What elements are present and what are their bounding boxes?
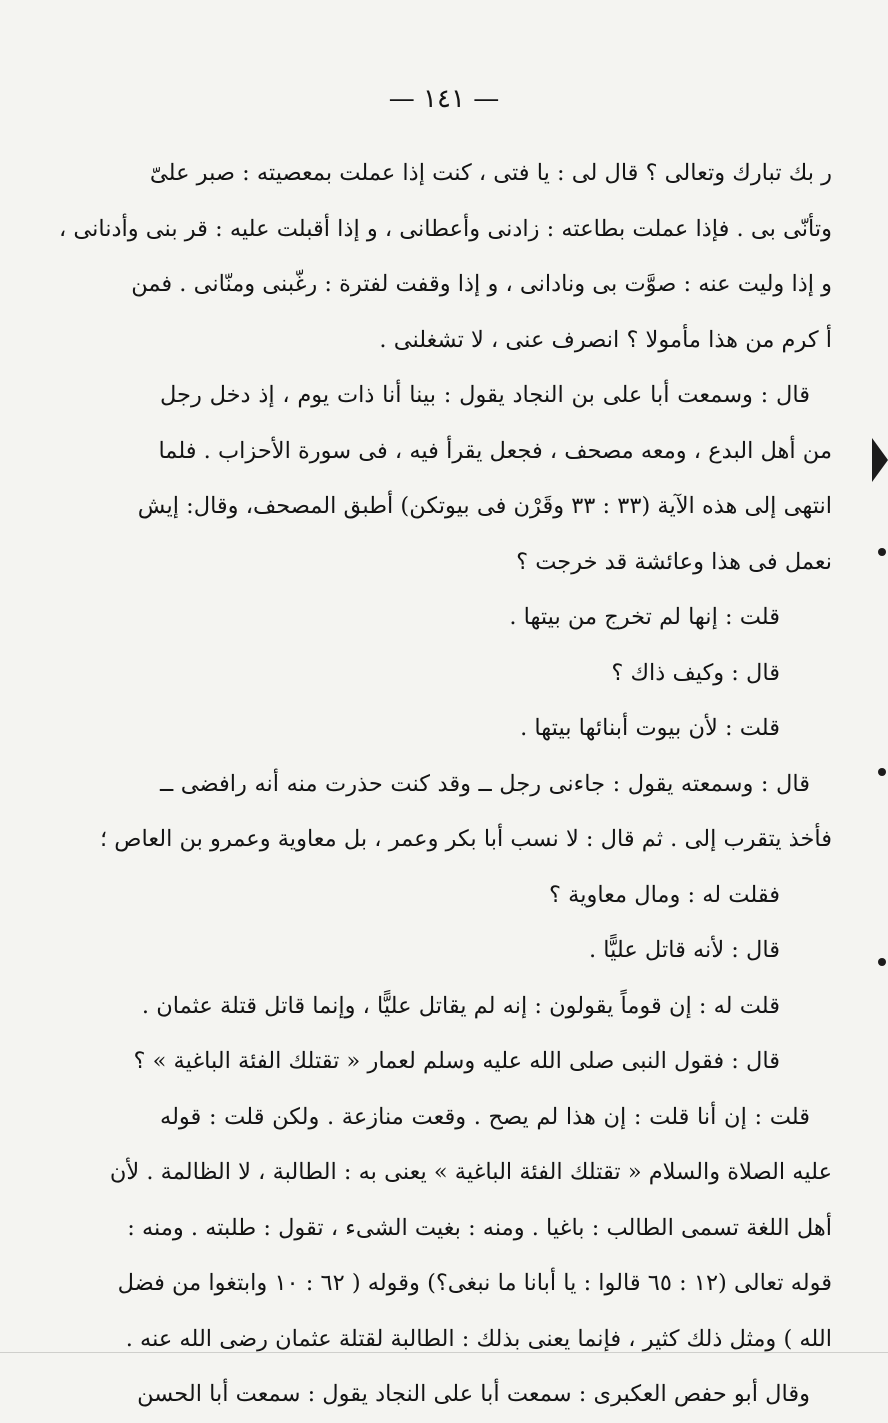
text-line: قال : وسمعته يقول : جاءنى رجل ــ وقد كنت حذرت منه أنه رافضى ــ (160, 770, 810, 797)
page-edge (0, 1352, 888, 1353)
text-line: و إذا وليت عنه : صوَّت بى ونادانى ، و إذا وقفت لفترة : رغّبنى ومنّانى . فمن (131, 271, 832, 297)
binding-dot (878, 958, 886, 966)
text-line: فقلت له : ومال معاوية ؟ (549, 881, 780, 908)
text-line: قال : لأنه قاتل عليًّا . (588, 937, 780, 963)
text-line: قلت : إنها لم تخرج من بيتها . (509, 604, 780, 630)
binding-dot (878, 548, 886, 556)
page-number: — ١٤١ — (388, 84, 500, 114)
text-line: عليه الصلاة والسلام « تقتلك الفئة الباغية » يعنى به : الطالبة ، لا الظالمة . لأن (109, 1159, 832, 1185)
text-line: ر بك تبارك وتعالى ؟ قال لى : يا فتى ، كنت إذا عملت بمعصيته : صبر علىّ (149, 160, 832, 186)
text-line: نعمل فى هذا وعائشة قد خرجت ؟ (516, 548, 832, 575)
binding-mark (872, 438, 888, 482)
text-line: قال : فقول النبى صلى الله عليه وسلم لعمار « تقتلك الفئة الباغية » ؟ (133, 1048, 780, 1074)
body-text (58, 146, 832, 1423)
text-line: من أهل البدع ، ومعه مصحف ، فجعل يقرأ فيه ، فى سورة الأحزاب . فلما (158, 437, 832, 464)
binding-dot (878, 768, 886, 776)
text-line: قلت : إن أنا قلت : إن هذا لم يصح . وقعت منازعة . ولكن قلت : قوله (160, 1103, 810, 1130)
text-line: وقال أبو حفص العكبرى : سمعت أبا على النجاد يقول : سمعت أبا الحسن (137, 1381, 810, 1407)
text-line: قال : وكيف ذاك ؟ (611, 659, 780, 686)
text-line: أهل اللغة تسمى الطالب : باغيا . ومنه : بغيت الشىء ، تقول : طلبته . ومنه : (127, 1214, 832, 1241)
text-line: الله ) ومثل ذلك كثير ، فإنما يعنى بذلك : الطالبة لقتلة عثمان رضى الله عنه . (125, 1325, 832, 1352)
text-line: أ كرم من هذا مأمولا ؟ انصرف عنى ، لا تشغلنى . (379, 326, 832, 353)
text-line: قلت : لأن بيوت أبنائها بيتها . (520, 715, 780, 741)
text-line: وتأنّى بى . فإذا عملت بطاعته : زادنى وأعطانى ، و إذا أقبلت عليه : قر بنى وأدنانى ، (58, 215, 832, 242)
text-line: قوله تعالى (١٢ : ٦٥ قالوا : يا أبانا ما نبغى؟) وقوله ( ٦٢ : ١٠ وابتغوا من فضل (117, 1270, 832, 1296)
text-line: قال : وسمعت أبا على بن النجاد يقول : بينا أنا ذات يوم ، إذ دخل رجل (160, 382, 810, 408)
text-line: فأخذ يتقرب إلى . ثم قال : لا نسب أبا بكر وعمر ، بل معاوية وعمرو بن العاص ؛ (100, 826, 832, 852)
text-line: قلت له : إن قوماً يقولون : إنه لم يقاتل عليًّا ، وإنما قاتل قتلة عثمان . (141, 992, 780, 1019)
text-line: انتهى إلى هذه الآية (٣٣ : ٣٣ وقَرْن فى بيوتكن) أطبق المصحف، وقال: إيش (137, 493, 832, 519)
